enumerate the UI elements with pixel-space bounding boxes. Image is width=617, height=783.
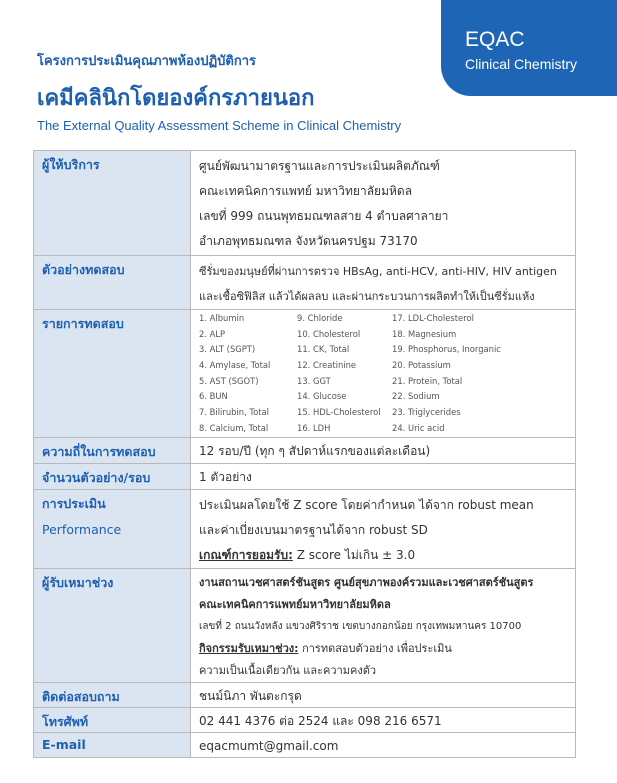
- frequency-label: ความถี่ในการทดสอบ: [34, 437, 191, 463]
- subcontractor-faculty: คณะเทคนิคการแพทย์มหาวิทยาลัยมหิดล: [199, 597, 391, 611]
- evaluation-value: [191, 489, 576, 568]
- activity-value: การทดสอบตัวอย่าง เพื่อประเมิน: [298, 641, 452, 655]
- info-table: [33, 150, 576, 758]
- provider-label: ผู้ให้บริการ: [34, 151, 191, 256]
- english-heading: The External Quality Assessment Scheme in Clinical Chemistry: [37, 118, 402, 133]
- evaluation-label: [34, 489, 191, 568]
- provider-line: คณะเทคนิคการแพทย์ มหาวิทยาลัยมหิดล: [199, 184, 413, 198]
- contact-label: ติดต่อสอบถาม: [34, 682, 191, 707]
- thai-heading-1: โครงการประเมินคุณภาพห้องปฏิบัติการ: [37, 54, 257, 69]
- phone-value: [191, 707, 576, 732]
- test-item: 22. Sodium: [392, 391, 440, 402]
- test-item: 12. Creatinine: [297, 360, 357, 371]
- test-item: 7. Bilirubin, Total: [199, 407, 269, 418]
- frequency-row: [34, 437, 576, 463]
- provider-line: อำเภอพุทธมณฑล จังหวัดนครปฐม 73170: [199, 234, 418, 248]
- test-item: 20. Potassium: [392, 360, 451, 371]
- sample-line: ซีรั่มของมนุษย์ที่ผ่านการตรวจ HBsAg, anti-HCV, anti-HIV, HIV antigen: [199, 265, 557, 278]
- criteria-label: เกณฑ์การยอมรับ:: [199, 547, 293, 562]
- phone-row: [34, 707, 576, 732]
- samples-value: [191, 463, 576, 489]
- samples-row: [34, 463, 576, 489]
- provider-line: ศูนย์พัฒนามาตรฐานและการประเมินผลิตภัณฑ์: [199, 159, 440, 173]
- phone-text: 02 441 4376 ต่อ 2524 และ 098 216 6571: [199, 713, 442, 728]
- contact-text: ชนม์นิภา พันตะกรุด: [199, 688, 302, 703]
- samples-label: จำนวนตัวอย่าง/รอบ: [34, 463, 191, 489]
- evaluation-label-th: การประเมิน: [42, 495, 106, 511]
- phone-label: โทรศัพท์: [34, 707, 191, 732]
- evaluation-line: ประเมินผลโดยใช้ Z score โดยค่ากำหนด ได้จาก robust mean: [199, 497, 534, 512]
- test-item: 8. Calcium, Total: [199, 422, 269, 433]
- subcontractor-address: เลขที่ 2 ถนนวังหลัง แขวงศิริราช เขตบางกอกน้อย กรุงเทพมหานคร 10700: [199, 620, 522, 632]
- sample-label: ตัวอย่างทดสอบ: [34, 256, 191, 310]
- test-item: 1. Albumin: [199, 313, 245, 323]
- test-item: 6. BUN: [199, 391, 228, 402]
- test-item: 23. Triglycerides: [392, 407, 461, 418]
- thai-heading-2: เคมีคลินิกโดยองค์กรภายนอก: [37, 86, 315, 111]
- eqac-badge: [441, 0, 617, 96]
- activity-line2: ความเป็นเนื้อเดียวกัน และความคงตัว: [199, 663, 377, 677]
- evaluation-line: และค่าเบี่ยงเบนมาตรฐานได้จาก robust SD: [199, 522, 428, 537]
- test-item: 11. CK, Total: [297, 344, 350, 355]
- test-item: 21. Protein, Total: [392, 375, 463, 386]
- frequency-text: 12 รอบ/ปี (ทุก ๆ สัปดาห์แรกของแต่ละเดือน): [199, 443, 431, 458]
- test-item: 15. HDL-Cholesterol: [297, 407, 381, 418]
- evaluation-row: [34, 489, 576, 568]
- badge-title: EQAC: [465, 28, 525, 51]
- badge-subtitle: Clinical Chemistry: [465, 56, 578, 72]
- sample-value: [191, 256, 576, 310]
- subcontractor-activity: [199, 638, 575, 660]
- evaluation-label-en: Performance: [42, 521, 122, 537]
- test-item: 3. ALT (SGPT): [199, 344, 256, 355]
- activity-label: กิจกรรมรับเหมาช่วง:: [199, 641, 299, 655]
- tests-value: [191, 310, 576, 438]
- frequency-value: [191, 437, 576, 463]
- subcontractor-name: งานสถานเวชศาสตร์ชันสูตร ศูนย์สุขภาพองค์รวมและเวชศาสตร์ชันสูตร: [199, 575, 534, 589]
- tests-grid: [199, 311, 575, 437]
- test-item: 4. Amylase, Total: [199, 360, 271, 371]
- test-item: 18. Magnesium: [392, 328, 457, 339]
- samples-text: 1 ตัวอย่าง: [199, 469, 252, 484]
- subcontractor-label: ผู้รับเหมาช่วง: [34, 568, 191, 682]
- contact-row: [34, 682, 576, 707]
- test-item: 5. AST (SGOT): [199, 375, 259, 386]
- email-label: E-mail: [34, 732, 191, 757]
- test-item: 9. Chloride: [297, 313, 343, 323]
- test-item: 2. ALP: [199, 328, 226, 339]
- test-item: 19. Phosphorus, Inorganic: [392, 344, 501, 355]
- test-item: 24. Uric acid: [392, 422, 445, 433]
- test-item: 10. Cholesterol: [297, 328, 361, 339]
- provider-value: [191, 151, 576, 256]
- test-item: 16. LDH: [297, 422, 331, 433]
- email-value: [191, 732, 576, 757]
- test-item: 14. Glucose: [297, 391, 347, 402]
- email-link[interactable]: eqacmumt@gmail.com: [199, 738, 339, 753]
- contact-value: [191, 682, 576, 707]
- subcontractor-row: [34, 568, 576, 682]
- sample-line: และเชื้อซิฟิลิส แล้วได้ผลลบ และผ่านกระบวนการผลิตทำให้เป็นซีรั่มแห้ง: [199, 290, 535, 303]
- tests-row: [34, 310, 576, 438]
- email-row: [34, 732, 576, 757]
- test-item: 13. GGT: [297, 375, 331, 386]
- test-item: 17. LDL-Cholesterol: [392, 313, 474, 323]
- subcontractor-value: [191, 568, 576, 682]
- provider-row: [34, 151, 576, 256]
- tests-label: รายการทดสอบ: [34, 310, 191, 438]
- provider-line: เลขที่ 999 ถนนพุทธมณฑลสาย 4 ตำบลศาลายา: [199, 209, 449, 223]
- evaluation-criteria: [199, 543, 575, 568]
- sample-row: [34, 256, 576, 310]
- criteria-value: Z score ไม่เกิน ± 3.0: [292, 547, 416, 562]
